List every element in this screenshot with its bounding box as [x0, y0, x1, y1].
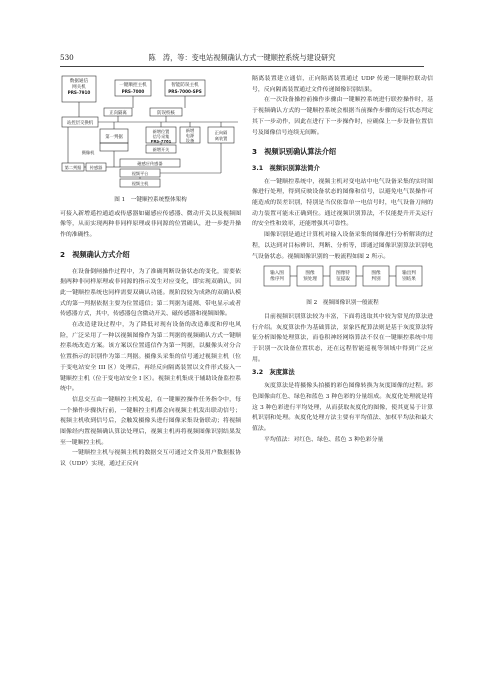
flow-box-4: [363, 266, 389, 286]
smart-defense-label-1: 智能防误主机: [171, 83, 199, 88]
smart-defense-label-2: PRS-7000-SPS: [168, 89, 202, 94]
data-comm-label-2: 网关机: [72, 85, 86, 90]
pos-device-label-1: 新增位置: [152, 129, 170, 134]
architecture-diagram: [60, 74, 241, 189]
dual-right-label-2: 离装置: [214, 136, 228, 141]
pos-device-label-3: PRS-7761: [150, 138, 172, 144]
flow-box-1-label: 像序列: [270, 277, 284, 283]
left-column: [60, 74, 241, 470]
pos-device-label-2: 信号采集: [152, 134, 170, 139]
flow-box-1: [264, 266, 290, 286]
flow-box-4-label: 图像: [371, 271, 381, 277]
flow-box-2-label: 图像: [305, 271, 315, 277]
dual-right-label-1: 正向隔: [214, 130, 228, 135]
magnet-label: 磁感应传感器: [137, 161, 163, 166]
left-paragraph-4: 一键顺控主机与视频主机的数据交互可通过文件及用户数据报协议（UDP）实现，通过正反向: [60, 450, 241, 468]
running-header: [60, 53, 424, 65]
running-title: 陈 涛，等：变电站视频确认方式一键顺控系统与建设研究: [148, 53, 336, 62]
section-3-heading: 3 视频识别确认算法介绍: [252, 147, 337, 157]
right-paragraph-6: 灰度算法是将摄像头拍摄的彩色图像转换为灰度图像的过程。彩色图像由红色、绿色和蓝色 3 种色彩的分量组成。灰度化处理就是将这 3 种色彩进行平均处理，从而获取灰度化的图像，使其更易于计算机识别和处理。灰度化处理方法主要有平均值法、加权平均法和最大值法。: [252, 383, 433, 432]
defense-check-label: 防误校核: [157, 111, 175, 116]
video-platform-label: 视频平台: [131, 171, 149, 176]
recognition-flow-diagram: [252, 262, 433, 292]
section-2-heading: 2 视频确认方式介绍: [60, 249, 130, 259]
left-paragraph-3: 信息交互由一键顺控主机发起，在一键顺控操作任务指令中，每一个操作步骤执行前，一键顺控主机都会向视频主机发出联动信号；视频主机收到信号后，会触发摄像头进行图像采集设备联动；将视频图像经内置视频确认算法处理后，视频主机再将视频图像识别结果发至一键顺控主机。: [60, 396, 241, 446]
data-comm-label-3: PRS-7910: [67, 90, 91, 95]
right-paragraph-1: 隔离装置建立通信，正向隔离装置通过 UDP 传递一键顺控联动信号，反向隔离装置通过文件传递图像识别结果。: [252, 76, 433, 93]
header-rule: [60, 66, 424, 67]
section-3-2-heading: 3.2 灰度算法: [252, 369, 295, 377]
right-paragraph-5: 目前视频识别算法较为丰富，下面将选取其中较为常见的算法进行介绍。灰度算法作为基础算法，景象匹配算法则是基于灰度算法特征分析图像处理算法，而卷积神经网络算法不仅在一键顺控系统中用于识别一次设备位置状态，还在远程智能巡视等领域中得到广泛应用。: [252, 313, 433, 363]
video-host-a-label-2: PRS-7000: [121, 89, 145, 94]
figure-2: [252, 262, 433, 308]
video-host-b-label: 视频主机: [131, 181, 149, 186]
sensor-label: 传感器: [89, 165, 103, 170]
section-3-1-heading: 3.1 视频识别算法简介: [252, 164, 320, 172]
camera-label: 摄像机: [81, 150, 95, 155]
right-paragraph-4: 图像识别是通过计算机对输入设备采集的图像进行分析解读的过程，以达到对目标辨识、判断、分析等，即通过图像识别算法识别电气设备状态。视频图像识别的一般流程如图 2 所示。: [252, 232, 433, 260]
flow-box-1-label: 输入图: [270, 271, 284, 277]
flow-box-3-label: 图像特: [336, 271, 350, 277]
flow-box-5-label: 输出判: [402, 271, 416, 277]
left-paragraph-0: 可接入新增遥控通道或传感器如磁感应传感器、微动开关以及视频图像等，从而实现两种非同样原理或非同源的位置确认，进一步提升操作的准确性。: [60, 210, 241, 239]
flow-box-2: [297, 266, 323, 286]
video-host-a-label-1: 一键顺控主机: [119, 83, 147, 88]
right-paragraph-7: 平均值法：对红色、绿色、蓝色 3 种色彩分量: [264, 436, 384, 443]
flow-box-3-label: 征提取: [336, 277, 350, 283]
flow-box-2-label: 预处理: [303, 277, 317, 283]
page-number: 530: [60, 53, 74, 62]
station-switch-label: 站控层交换机: [66, 121, 94, 126]
switch-device-label-1: 新增: [185, 128, 195, 133]
figure-1: [60, 74, 241, 205]
forward-iso-label: 正向隔离: [109, 111, 127, 116]
switch-device-label-2: 电源: [185, 133, 195, 138]
switch-device-label-3: 设备: [185, 138, 195, 143]
figure-1-caption: 图 1 一键顺控系统整体架构: [114, 196, 187, 203]
dual-confirm-label: 第一判据: [105, 135, 123, 140]
data-comm-label-1: 数据通信: [69, 79, 89, 84]
flow-box-5: [396, 266, 422, 286]
right-column: [252, 74, 433, 445]
flow-box-4-label: 判别: [371, 277, 381, 283]
flow-box-5-label: 别结果: [402, 277, 416, 283]
flow-box-3: [330, 266, 356, 286]
right-paragraph-2: 在一次设备操控前操作步骤由一键顺控系统进行联控操作时，基于视频确认方式的一键顺控系统会根据当前操作步骤的运行状态判定其下一步动作，因此在进行下一步操作时，应确保上一步设备位置信号及图像信号连续无间断。: [252, 97, 433, 136]
second-judge-label: 第二判据: [64, 165, 82, 170]
left-paragraph-1: 在设备倒闸操作过程中，为了准确判断设备状态的变化，需要依据两种非同样原理或非同源的指示发生对应变化，即实现双确认，因此一键顺控系统也同样需要双确认功能。规阶段较为成熟的双确认模式的第一判据依据主要为位置遥信；第二判据为遥测、带电显示或者传感器方式，其中，传感器包含微动开关、磁传感器和视频图像。: [60, 268, 241, 318]
reverse-iso-label: 新增开关: [152, 147, 170, 152]
left-paragraph-2: 在改造建设过程中，为了降低对现有设备的改造难度和停电风险，广泛采用了一种以视频图像作为第二判据的视频确认方式一键顺控系统改造方案。该方案以位置遥信作为第一判据，以摄像头对分合位置指示的识别作为第二判据。摄像头采集的信号通过视频主机（位于变电站安全 III 区）处理后，再经反向隔离装置以文件形式接入一键顺控主机（位于变电站安全 I 区）。视频主机集成于辅助设备监控系统中。: [60, 322, 241, 393]
right-paragraph-3: 在一键顺控系统中，视频主机对变电站中电气设备采集的实时图像进行处理，得到反映设备状态的图像和信号，以避免电气误操作可能造成的误差识别，特别是当仅依靠单一电信号时，电气设备刀闸的动力装置可能未正确到位。通过视频识别算法，不仅能提升开关运行的安全性和效率，还能增强其可靠性。: [252, 178, 433, 228]
figure-2-caption: 图 2 视频图像识别一般流程: [306, 299, 379, 306]
